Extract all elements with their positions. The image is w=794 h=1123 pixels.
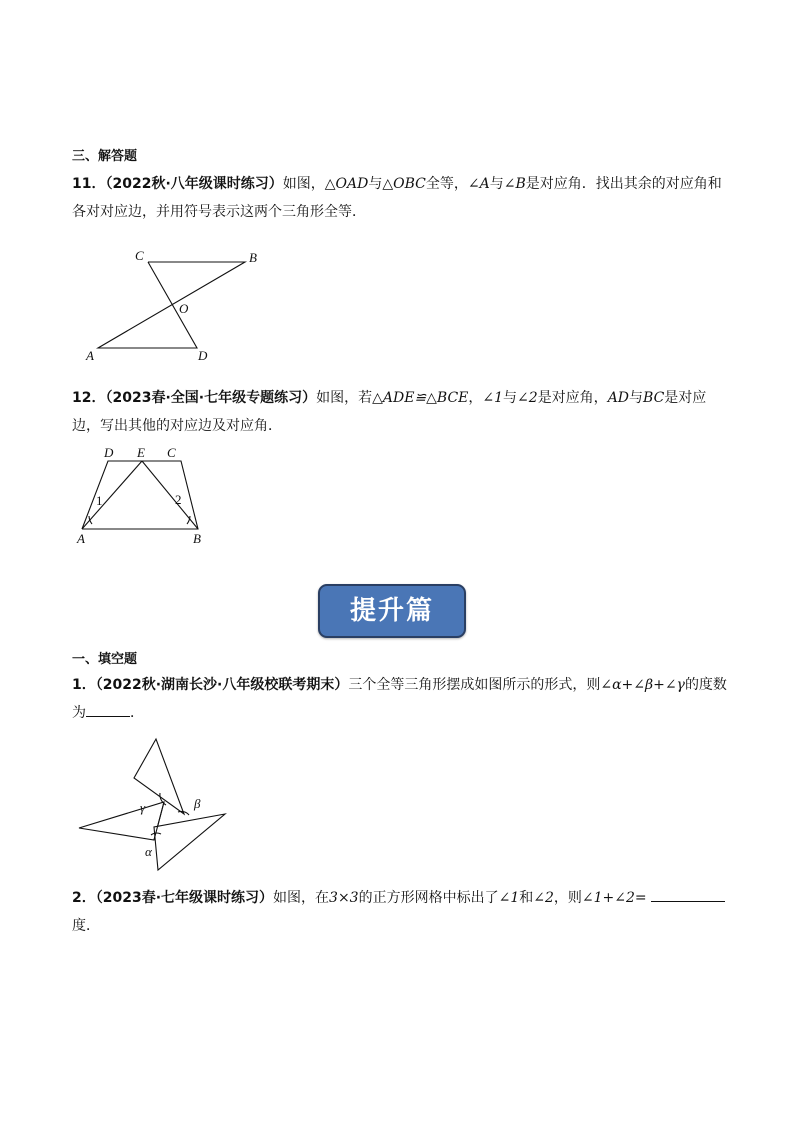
label-alpha: α	[145, 844, 152, 859]
math-angle: ∠1	[482, 390, 504, 406]
label-c: C	[135, 248, 144, 263]
question-number: 1．	[72, 677, 96, 693]
question-source: （2023春·全国·七年级专题练习）	[105, 390, 317, 406]
figure-lines	[98, 262, 245, 348]
math-triangle: △OBC	[382, 176, 426, 192]
question-source: （2022秋·八年级课时练习）	[105, 176, 283, 192]
math-angle: ∠B	[503, 176, 526, 192]
math-segment: AD	[607, 390, 630, 406]
figure-q11	[80, 245, 280, 370]
label-angle-2: 2	[175, 492, 182, 507]
label-a: A	[77, 531, 85, 546]
math-triangle: △OAD	[324, 176, 369, 192]
label-beta: β	[194, 796, 201, 811]
problem-1: 1．（2022秋·湖南长沙·八年级校联考期末）三个全等三角形摆成如图所示的形式，则∠α+∠β+∠γ的度数为 ．	[72, 677, 727, 721]
section-title-answer: 三、解答题	[72, 149, 138, 164]
answer-blank[interactable]	[651, 887, 725, 902]
math-grid-size: 3×3	[329, 890, 359, 906]
level-banner: 提升篇	[318, 584, 466, 638]
figure-p1	[76, 736, 231, 874]
label-o: O	[179, 301, 189, 316]
label-b: B	[249, 250, 257, 265]
figure-q12	[72, 444, 222, 546]
math-angle: ∠A	[467, 176, 490, 192]
figure-triangles	[79, 739, 225, 870]
math-segment: BC	[643, 390, 665, 406]
question-12: 12．（2023春·全国·七年级专题练习）如图，若△ADE≌△BCE，∠1与∠2是对应角，AD与BC是对应边，写出其他的对应边及对应角．	[72, 390, 707, 434]
label-e: E	[137, 445, 145, 460]
label-angle-1: 1	[96, 493, 103, 508]
problem-2: 2．（2023春·七年级课时练习）如图，在3×3的正方形网格中标出了∠1和∠2，则∠1+∠2= 度．	[72, 884, 732, 940]
question-number: 11．	[72, 176, 106, 192]
question-11: 11．（2022秋·八年级课时练习）如图，△OAD与△OBC全等，∠A与∠B是对应角．找出其余的对应角和各对对应边，并用符号表示这两个三角形全等．	[72, 176, 722, 220]
label-gamma: γ	[140, 800, 146, 815]
label-b: B	[193, 531, 201, 546]
math-congruence: △ADE≌△BCE	[372, 390, 469, 406]
math-expression: ∠α+∠β+∠γ	[600, 677, 685, 693]
section-title-fill: 一、填空题	[72, 652, 138, 667]
answer-blank[interactable]	[86, 702, 130, 717]
math-angle: ∠1	[498, 890, 520, 906]
label-c: C	[167, 445, 176, 460]
question-source: （2023春·七年级课时练习）	[95, 890, 274, 906]
question-number: 12．	[72, 390, 106, 406]
math-expression: ∠1+∠2	[581, 890, 635, 906]
label-a: A	[86, 348, 94, 363]
math-angle: ∠2	[533, 890, 554, 906]
question-number: 2．	[72, 890, 96, 906]
question-source: （2022秋·湖南长沙·八年级校联考期末）	[95, 677, 349, 693]
label-d: D	[198, 348, 208, 363]
math-angle: ∠2	[517, 390, 538, 406]
label-d: D	[104, 445, 114, 460]
